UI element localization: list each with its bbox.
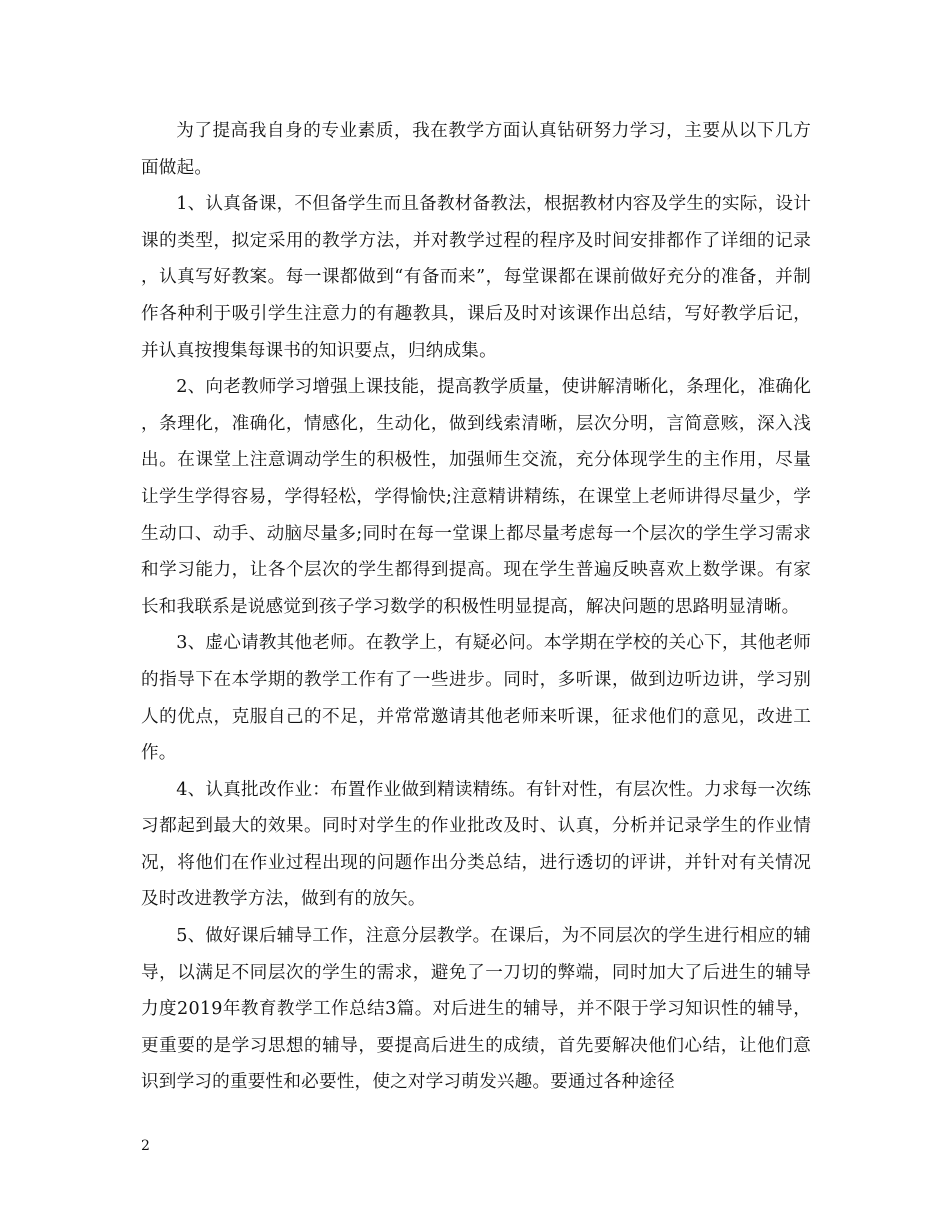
- paragraph-item-4: 4、认真批改作业：布置作业做到精读精练。有针对性，有层次性。力求每一次练习都起到最大的效果。同时对学生的作业批改及时、认真，分析并记录学生的作业情况，将他们在作业过程出现的问题作出分类总结，进行透切的评讲，并针对有关情况及时改进教学方法，做到有的放矢。: [141, 779, 811, 910]
- paragraph-item-3: 3、虚心请教其他老师。在教学上，有疑必问。本学期在学校的关心下，其他老师的指导下在本学期的教学工作有了一些进步。同时，多听课，做到边听边讲，学习别人的优点，克服自己的不足，并常常邀请其他老师来听课，征求他们的意见，改进工作。: [141, 633, 811, 764]
- paragraph-intro: 为了提高我自身的专业素质，我在教学方面认真钻研努力学习，主要从以下几方面做起。: [141, 121, 811, 178]
- paragraph-item-2: 2、向老教师学习增强上课技能，提高教学质量，使讲解清晰化，条理化，准确化，条理化，准确化，情感化，生动化，做到线索清晰，层次分明，言简意赅，深入浅出。在课堂上注意调动学生的积极性，加强师生交流，充分体现学生的主作用，尽量让学生学得容易，学得轻松，学得愉快;注意精讲精练，在课堂上老师讲得尽量少，学生动口、动手、动脑尽量多;同时在每一堂课上都尽量考虑每一个层次的学生学习需求和学习能力，让各个层次的学生都得到提高。现在学生普遍反映喜欢上数学课。有家长和我联系是说感觉到孩子学习数学的积极性明显提高，解决问题的思路明显清晰。: [141, 377, 811, 617]
- page-number: 2: [141, 1138, 150, 1154]
- document-body: [141, 113, 811, 1101]
- paragraph-item-5: 5、做好课后辅导工作，注意分层教学。在课后，为不同层次的学生进行相应的辅导，以满足不同层次的学生的需求，避免了一刀切的弊端，同时加大了后进生的辅导力度2019年教育教学工作总结3篇。对后进生的辅导，并不限于学习知识性的辅导，更重要的是学习思想的辅导，要提高后进生的成绩，首先要解决他们心结，让他们意识到学习的重要性和必要性，使之对学习萌发兴趣。要通过各种途径: [141, 926, 811, 1093]
- paragraph-item-1: 1、认真备课，不但备学生而且备教材备教法，根据教材内容及学生的实际，设计课的类型，拟定采用的教学方法，并对教学过程的程序及时间安排都作了详细的记录，认真写好教案。每一课都做到“有备而来”，每堂课都在课前做好充分的准备，并制作各种利于吸引学生注意力的有趣教具，课后及时对该课作出总结，写好教学后记，并认真按搜集每课书的知识要点，归纳成集。: [141, 194, 811, 361]
